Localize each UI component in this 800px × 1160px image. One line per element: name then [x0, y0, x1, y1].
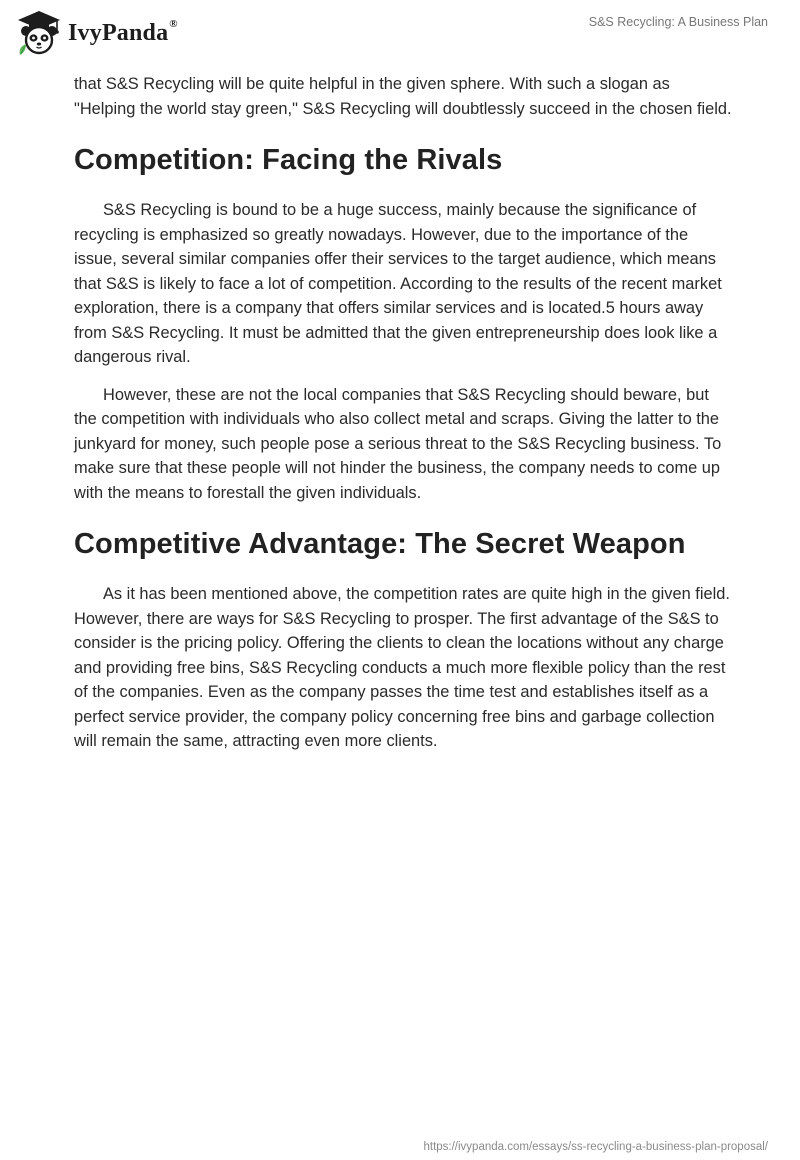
body-paragraph: As it has been mentioned above, the competition rates are quite high in the given field. However, there are ways for S&S Recycling to prosper. The first advantage of the S&S to consider is the pricing policy. Offering the clients to clean the locations without any charge and providing free bins, S&S Recycling conducts a much more flexible policy than the rest of the companies. Even as the company passes the time test and establishes itself as a perfect service provider, the company policy concerning free bins and garbage collection will remain the same, attracting even more clients.	[74, 585, 730, 750]
body-paragraph: S&S Recycling is bound to be a huge success, mainly because the significance of recycling is emphasized so greatly nowadays. However, due to the importance of the issue, several similar companies offer their services to the target audience, which means that S&S is likely to face a lot of competition. According to the results of the recent market exploration, there is a company that offers similar services and is located.5 hours away from S&S Recycling. It must be admitted that the given entrepreneurship does look like a dangerous rival.	[74, 201, 722, 366]
panda-graduate-icon	[14, 9, 64, 57]
essay-content	[74, 72, 734, 767]
ivypanda-logo[interactable]	[14, 9, 178, 57]
page-header	[0, 0, 800, 66]
intro-paragraph: that S&S Recycling will be quite helpful in the given sphere. With such a slogan as "Helping the world stay green," S&S Recycling will doubtlessly succeed in the chosen field.	[74, 75, 732, 118]
body-paragraph: However, these are not the local companies that S&S Recycling should beware, but the competition with individuals who also collect metal and scraps. Giving the latter to the junkyard for money, such people pose a serious threat to the S&S Recycling business. To make sure that these people will not hinder the business, the company needs to come up with the means to forestall the given individuals.	[74, 385, 722, 502]
document-title: S&S Recycling: A Business Plan	[588, 15, 768, 29]
source-url[interactable]: https://ivypanda.com/essays/ss-recycling-a-business-plan-proposal/	[423, 1141, 768, 1153]
section-heading-competitive-advantage: Competitive Advantage: The Secret Weapon	[74, 528, 686, 560]
logo-text: IvyPanda®	[68, 17, 178, 46]
section-heading-competition: Competition: Facing the Rivals	[74, 144, 503, 176]
